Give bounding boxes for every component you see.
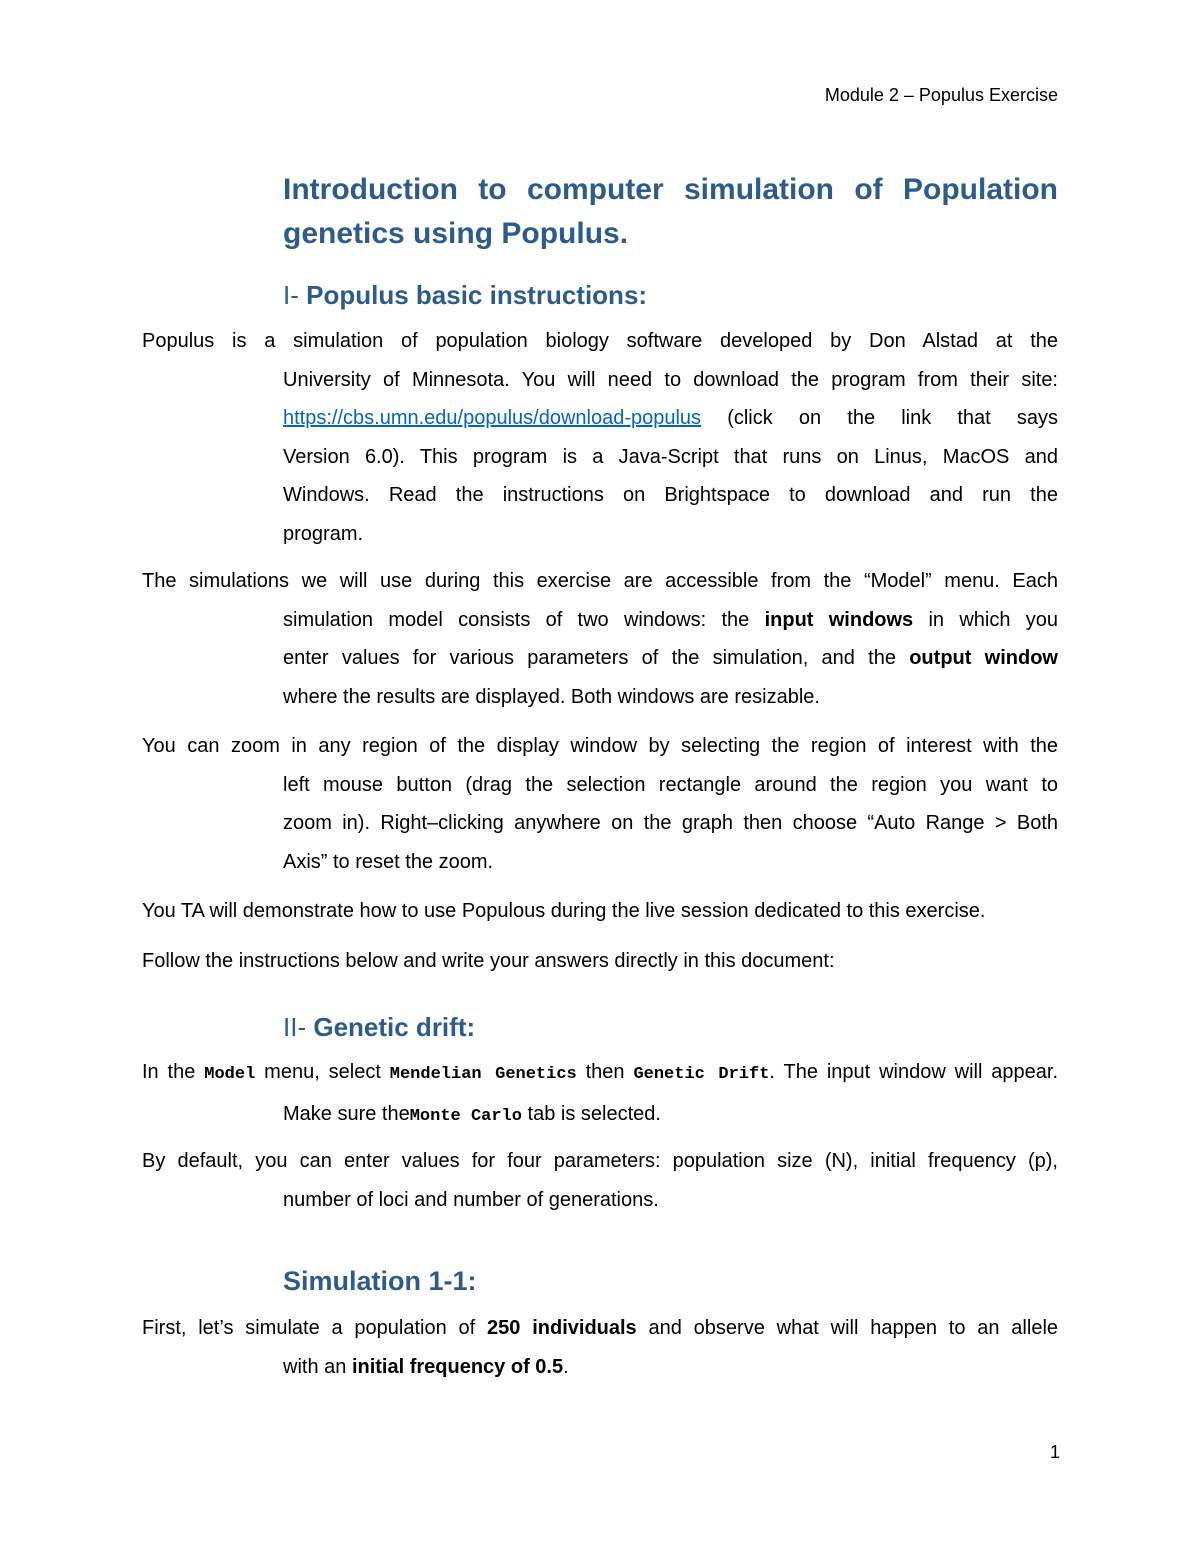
monte-carlo-term: Monte Carlo <box>409 1106 522 1126</box>
section-heading-2 <box>283 1012 475 1043</box>
paragraph-line: You TA will demonstrate how to use Populous during the live session dedicated to this exercise. <box>142 900 986 922</box>
mendelian-genetics-term: Mendelian Genetics <box>389 1065 577 1084</box>
paragraph-line: Follow the instructions below and write your answers directly in this document: <box>142 950 835 972</box>
input-windows-term: input windows <box>764 608 914 631</box>
paragraph-line: You can zoom in any region of the display window by selecting the region of interest with the <box>142 735 1058 757</box>
paragraph-populus-intro <box>142 322 1058 553</box>
output-window-term: output window <box>909 647 1058 669</box>
paragraph-line: University of Minnesota. You will need to download the program from their site: <box>283 368 1058 391</box>
paragraph-line: number of loci and number of generations. <box>283 1188 659 1211</box>
initial-frequency-term: initial frequency of 0.5 <box>351 1355 564 1378</box>
paragraph-line <box>142 399 1058 438</box>
paragraph-zoom <box>142 727 1058 881</box>
paragraph-simulation-1-1 <box>142 1309 1058 1386</box>
link-suffix: (click on the link that says <box>727 407 1058 429</box>
paragraph-line: First, let’s simulate a population of 250 individuals and observe what will happen to an allele <box>142 1317 1059 1339</box>
paragraph-model-selection <box>142 1053 1058 1136</box>
section-2-title: Genetic drift: <box>313 1012 476 1042</box>
paragraph-line: enter values for various parameters of the simulation, and the output window <box>283 647 1058 669</box>
paragraph-line: left mouse button (drag the selection rectangle around the region you want to <box>283 773 1058 796</box>
paragraph-ta-demo <box>142 892 1058 931</box>
paragraph-line: Populus is a simulation of population biology software developed by Don Alstad at the <box>142 330 1058 352</box>
genetic-drift-term: Genetic Drift <box>633 1065 770 1084</box>
section-heading-1 <box>283 280 647 311</box>
paragraph-model-menu <box>142 562 1058 716</box>
simulation-heading: Simulation 1-1: <box>283 1266 477 1296</box>
model-menu-term: Model <box>204 1065 256 1084</box>
paragraph-follow-instructions <box>142 942 1058 981</box>
section-1-title: Populus basic instructions: <box>306 280 648 310</box>
paragraph-line: By default, you can enter values for four parameters: population size (N), initial frequency (p), <box>142 1150 1058 1172</box>
paragraph-line: Make sure theMonte Carlo tab is selected. <box>283 1102 661 1126</box>
paragraph-line: simulation model consists of two windows: the input windows in which you <box>283 608 1058 631</box>
paragraph-parameters <box>142 1142 1058 1219</box>
page-number: 1 <box>1050 1442 1061 1462</box>
section-2-number: II- <box>283 1012 307 1042</box>
paragraph-line: The simulations we will use during this exercise are accessible from the “Model” menu. Each <box>142 570 1058 592</box>
population-size-term: 250 individuals <box>487 1317 637 1339</box>
download-link[interactable]: https://cbs.umn.edu/populus/download-populus <box>283 407 702 429</box>
page-header: Module 2 – Populus Exercise <box>824 85 1058 105</box>
paragraph-line: Version 6.0). This program is a Java-Script that runs on Linus, MacOS and <box>283 445 1058 468</box>
paragraph-line: program. <box>283 522 364 545</box>
paragraph-line: zoom in). Right–clicking anywhere on the graph then choose “Auto Range > Both <box>283 812 1058 834</box>
paragraph-line: In the Model menu, select Mendelian Genetics then Genetic Drift. The input window will appear. <box>142 1061 1059 1084</box>
paragraph-line: Windows. Read the instructions on Brightspace to download and run the <box>283 484 1058 506</box>
section-1-number: I- <box>283 280 299 310</box>
paragraph-line: where the results are displayed. Both windows are resizable. <box>283 685 820 708</box>
document-title: Introduction to computer simulation of Population genetics using Populus. <box>283 173 1058 250</box>
paragraph-line: with an initial frequency of 0.5. <box>283 1355 569 1378</box>
paragraph-line: Axis” to reset the zoom. <box>283 850 494 873</box>
